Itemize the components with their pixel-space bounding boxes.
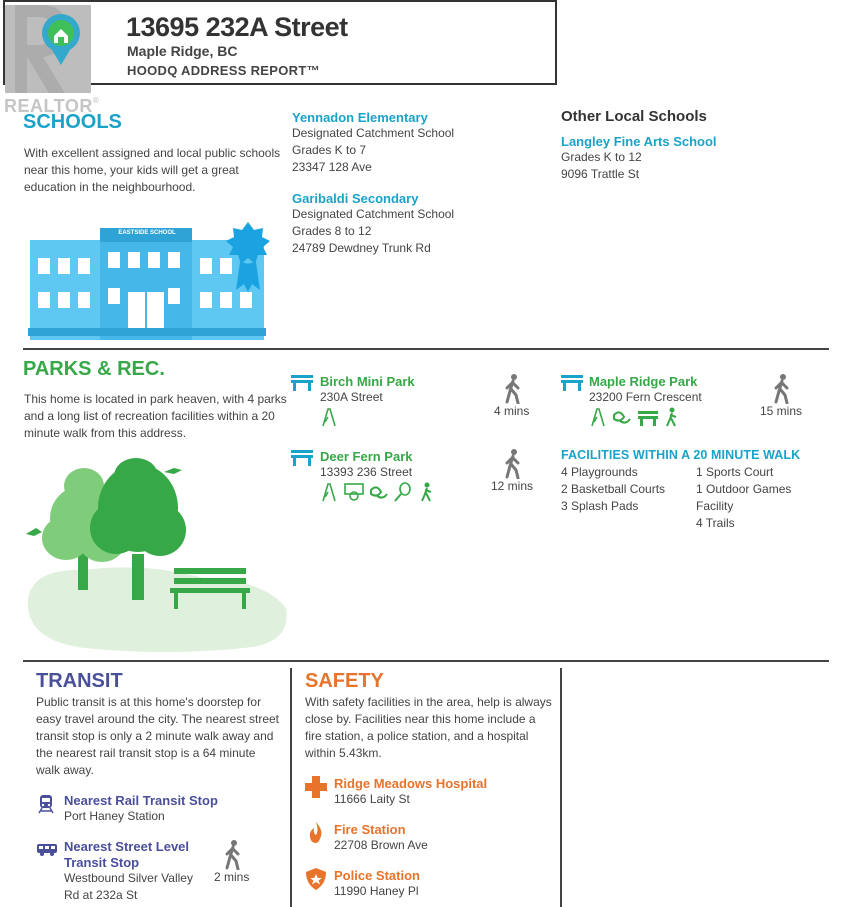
divider-vertical-1	[290, 668, 292, 907]
bench-icon	[291, 450, 313, 466]
fire-station-address: 22708 Brown Ave	[334, 838, 428, 852]
other-school-grades-1: Grades K to 12	[561, 150, 642, 164]
facility-item: 4 Playgrounds	[561, 465, 638, 479]
walk-icon	[223, 840, 243, 870]
schools-description: With excellent assigned and local public schools near this home, your kids will get a great education in the neighbourhood.	[24, 146, 281, 194]
school-name-2[interactable]: Garibaldi Secondary	[292, 191, 419, 206]
walk-icon	[503, 449, 523, 479]
facility-item: Facility	[696, 499, 734, 513]
realtor-wordmark: REALTOR®	[4, 96, 100, 116]
park-name-2[interactable]: Maple Ridge Park	[589, 374, 698, 389]
address-title: 13695 232A Street	[126, 12, 348, 42]
school-address-2: 24789 Dewdney Trunk Rd	[292, 241, 431, 255]
school-address-1: 23347 128 Ave	[292, 160, 372, 174]
park-address-2: 23200 Fern Crescent	[589, 390, 702, 404]
divider-vertical-2	[560, 668, 562, 907]
park-amenity-icons	[590, 407, 686, 427]
walk-icon	[772, 374, 792, 404]
facility-item: 3 Splash Pads	[561, 499, 639, 513]
walk-icon	[503, 374, 523, 404]
rail-transit-label[interactable]: Nearest Rail Transit Stop	[64, 793, 218, 808]
facility-item: 2 Basketball Courts	[561, 482, 666, 496]
police-station-name[interactable]: Police Station	[334, 868, 420, 883]
other-schools-title: Other Local Schools	[561, 108, 707, 125]
school-type-1: Designated Catchment School	[292, 126, 455, 140]
school-building-illustration	[28, 218, 284, 342]
hospital-name[interactable]: Ridge Meadows Hospital	[334, 776, 488, 791]
safety-title: SAFETY	[305, 670, 384, 692]
transit-description: Public transit is at this home's doorstep for easy travel around the city. The nearest street transit stop is only a 2 minute walk away and the nearest rail transit stop is a 64 minute walk away.	[36, 695, 280, 777]
street-transit-stop-1: Westbound Silver Valley	[64, 871, 193, 885]
facility-item: 4 Trails	[696, 516, 735, 530]
divider-parks	[23, 660, 829, 662]
hospital-cross-icon	[305, 776, 327, 798]
park-illustration	[24, 458, 292, 654]
park-walk-2: 15 mins	[760, 404, 803, 418]
bench-icon	[561, 375, 583, 391]
park-name-1[interactable]: Birch Mini Park	[320, 374, 415, 389]
park-walk-3: 12 mins	[491, 479, 534, 493]
parks-title: PARKS & REC.	[23, 358, 165, 380]
transit-title: TRANSIT	[36, 670, 123, 692]
fire-icon	[309, 822, 323, 844]
park-amenity-icons	[321, 482, 437, 502]
street-transit-label-1[interactable]: Nearest Street Level	[64, 839, 190, 854]
realtor-logo	[5, 5, 91, 93]
school-grades-1: Grades K to 7	[292, 143, 367, 157]
street-transit-label-2[interactable]: Transit Stop	[64, 855, 140, 870]
school-grades-2: Grades 8 to 12	[292, 224, 372, 238]
school-type-2: Designated Catchment School	[292, 207, 455, 221]
park-address-3: 13393 236 Street	[320, 465, 413, 479]
street-transit-stop-2: Rd at 232a St	[64, 888, 138, 902]
bus-icon	[36, 843, 58, 857]
other-school-address-1: 9096 Trattle St	[561, 167, 640, 181]
schools-title: SCHOOLS	[23, 111, 122, 133]
hospital-address: 11666 Laity St	[334, 792, 410, 806]
facility-item: 1 Outdoor Games	[696, 482, 792, 496]
school-name-1[interactable]: Yennadon Elementary	[292, 110, 428, 125]
other-school-name-1[interactable]: Langley Fine Arts School	[561, 134, 717, 149]
safety-description: With safety facilities in the area, help is always close by. Facilities near this home include a fire station, a police station, and a hospital within 5.43km.	[305, 695, 552, 760]
address-city: Maple Ridge, BC	[127, 43, 238, 59]
school-sign: EASTSIDE SCHOOL	[118, 230, 176, 236]
street-transit-walk: 2 mins	[214, 870, 250, 884]
facilities-title: FACILITIES WITHIN A 20 MINUTE WALK	[561, 448, 801, 462]
police-station-address: 11990 Haney Pl	[334, 884, 419, 898]
parks-description: This home is located in park heaven, with 4 parks and a long list of recreation facilities within a 20 minute walk from this address.	[24, 392, 287, 440]
park-walk-1: 4 mins	[494, 404, 530, 418]
fire-station-name[interactable]: Fire Station	[334, 822, 406, 837]
rail-transit-stop: Port Haney Station	[64, 809, 165, 823]
report-label: HOODQ ADDRESS REPORT™	[127, 63, 320, 78]
facility-item: 1 Sports Court	[696, 465, 774, 479]
police-shield-icon	[306, 868, 326, 890]
park-address-1: 230A Street	[320, 390, 383, 404]
bench-icon	[291, 375, 313, 391]
train-icon	[38, 794, 54, 814]
divider-schools	[23, 348, 829, 350]
playground-icon	[321, 408, 337, 426]
park-name-3[interactable]: Deer Fern Park	[320, 449, 413, 464]
